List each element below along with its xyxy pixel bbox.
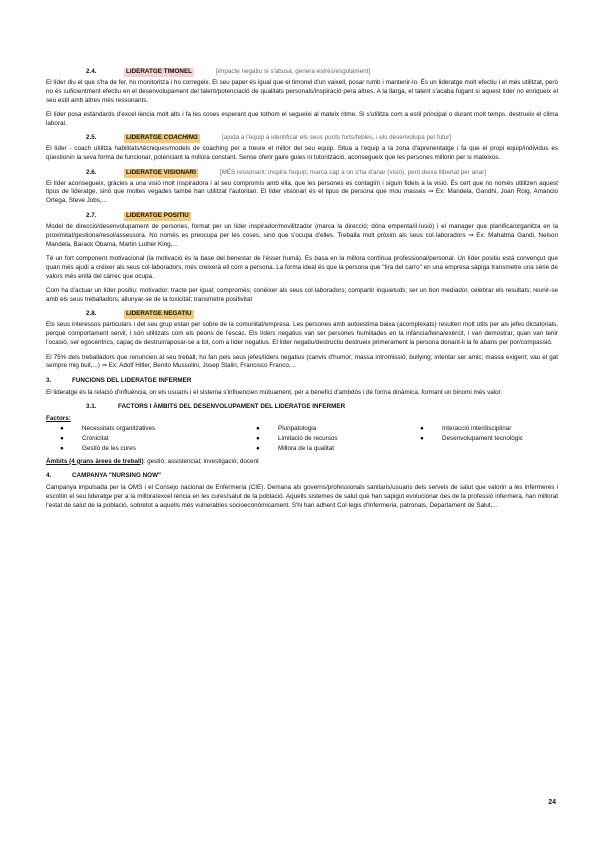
list-item: ● Limitació de recursos xyxy=(256,434,338,442)
list-item: ● Necessitats organitzatives xyxy=(60,425,156,432)
paragraph: Campanya impulsada per la OMS i el Consejo nacional de Enfermería (CIE). Demana als governs/professionals sanitaris/usuaris dels serveis de salut que valorin a les infermeres i escoltin el seu lideratge per a la millora/excel·lència en les cures/salut de la població. Aquells sistemes de salut que han sapigut evolucionar des de la professió infermera, han millorat l'estat de salut de la població, sobretot a aquells més vulnerables socioeconòmicament. S'hi han adherit Col·legis d'Infermeria, patronals, Departament de Salut,... xyxy=(46,484,558,509)
heading-3-1: 3.1. FACTORS I ÀMBITS DEL DESENVOLUPAMENT DEL LIDERATGE INFERMER xyxy=(86,403,346,411)
heading-title: LIDERATGE TIMONEL xyxy=(126,68,192,75)
list-item: ● Desenvolupament tecnològic xyxy=(420,434,523,442)
paragraph: El líder aconsegueix, gràcies a una visió molt inspiradora i al seu compromís amb ella, que les persones es contagiïn i siguin fidels a la visió. És cert que no només utilitzen aquest tipus de lideratge, sinó que moltes vegades també han utilitzat l'autoritari. El líder visionari és el tipus de persona que mou masses ⇒ Ex: Mandela, Gandhi, Joan Roig, Amancio Ortega, Steve Jobs,... xyxy=(46,179,558,205)
list-item: ● Pluripatologia xyxy=(256,425,317,432)
document-page xyxy=(46,68,558,516)
bullet-icon: ● xyxy=(256,434,260,442)
list-item: ● Gestió de les cures xyxy=(60,444,136,452)
heading-title: LIDERATGE COACHING xyxy=(126,134,198,142)
paragraph: Model de direcció/desenvolupament de persones, format per un líder inspirador/movilitzador (marca la direcció; dóna empenta/il·lusió) i el manager que planifica/organitza en la proximitat/gestiona/resol/assessora. No només es preocupa per les coses, sinó que s'ocupa d'elles. Treballa molt pròxim als seus col·laboradors ⇒ Ex: Mahatma Gandi, Nelson Mandela, Barack Obama, Martin Luther King,... xyxy=(46,222,558,248)
bullet-icon: ● xyxy=(60,434,64,442)
paragraph: El 75% dels treballadors que renuncien al seu treball, ho fan pels seus jefes/líders negatius (canvis d'humor; massa intromissió; bullying; intentar ser amic; massa exigent; vau el gat sempre mig buit,...) ⇒ Ex: Adolf Hitler, Benito Mussolini, Josep Stalin, Francisco Franco,... xyxy=(46,353,558,370)
heading-3: 3. FUNCIONS DEL LIDERATGE INFERMER xyxy=(46,376,192,384)
paragraph: El líder - coach utilitza habilitats/tècniques/models de coaching per a treure el millor del seu equip. Situa a l'equip a la zona d'aprenentatge i fa que el propi equip/individus es qüestionin la seva forma de funcionar, potenciant la millora constant. Sense oferir gaire guies ni tutorització, aconsegueix que les persones millorin per si mateixos. xyxy=(46,145,558,162)
list-item: ● Cronicitat xyxy=(60,434,109,442)
bullet-icon: ● xyxy=(420,434,424,442)
factors-label: Factors: xyxy=(46,415,71,423)
ambits-line: Àmbits (4 grans àrees de treball): gestió; assistencial; investigació; docent xyxy=(46,457,259,465)
heading-2-5: 2.5. LIDERATGE COACHING [ajuda a l'equip a identificar els seus punts forts/febles, i els desenvolupa pel futur] xyxy=(86,134,452,142)
heading-title: LIDERATGE NEGATIU xyxy=(126,310,192,318)
heading-title: LIDERATGE POSITIU xyxy=(126,211,189,219)
paragraph: Com ha d'actuar un líder positiu: motivador; tracte per igual; compromès; conèixer als seus col·laboradors; compartir inquietuds; ser un bon mediador, celebrar els resultats; reunir-se amb els seus treballadors; allunyar-se de la toxicitat; transmetre positivitat xyxy=(46,287,558,304)
heading-2-7: 2.7. LIDERATGE POSITIU xyxy=(86,211,189,219)
heading-2-4: 2.4. LIDERATGE TIMONEL [impacte negatiu si s'abusa; genera estrès/esgotament] xyxy=(86,68,371,75)
paragraph: El líder posa estàndards d'excel·lència molt alts i fa les coses esperant que tothom el segueixi al mateix ritme. Si s'utilitza com a estil principal o durant molt temps, destrueix el clima laboral. xyxy=(46,111,558,128)
paragraph: El líder diu el que s'ha de fer, ho monitoritza i ho corregeix. El seu paper és igual que el timonel d'un vaixell, posar rumb i mantenir-lo. És un lideratge molt efectiu i el més utilitzat, però no és suficientment efectiu en el desenvolupament del talent/potenciació de qualitats personals/inspiració pera altres. A la llarga, el talent s'acaba fugant si aquest líder no enriqueix el seu estil amb altres més ressonants. xyxy=(46,78,558,104)
list-item: ● Millora de la qualitat xyxy=(256,444,335,452)
bullet-icon: ● xyxy=(256,444,260,452)
factors-list xyxy=(46,425,558,454)
bullet-icon: ● xyxy=(60,425,64,432)
bullet-icon: ● xyxy=(420,425,424,432)
heading-title: CAMPANYA "NURSING NOW" xyxy=(72,472,161,480)
heading-title: FACTORS I ÀMBITS DEL DESENVOLUPAMENT DEL LIDERATGE INFERMER xyxy=(118,403,346,411)
heading-2-6: 2.6. LIDERATGE VISIONARI [MÉS ressonant; inspira l'equip; marca cap a on s'ha d'anar (visió), però deixa llibertat per anar] xyxy=(86,168,486,176)
paragraph: El lideratge és la relació d'influència, on els usuaris i el sistema s'influencien mútuament, per a benefici d'ambdós i de forma dinàmica, formant un binomi més valor. xyxy=(46,388,503,396)
heading-title: FUNCIONS DEL LIDERATGE INFERMER xyxy=(72,376,192,384)
paragraph: Els seus interessos particulars i del seu grup estan per sobre de la comunitat/empresa. Les persones amb autoestima baixa (acomplexats) resulten molt útils per als jefes dictatorials, perquè comportament servil, i són utilitzats com els peons de l'escac. Els líders negatius van ser persones humiliades en la infància/feina/exèrcit, i van demostrar, quan van tenir l'ocasió, ser egocèntrics, capaç de destruir/aposar-se a tot, com a líder negatius. El líder negatiu/destructiu destrueix primerament la persona donant-li la fe abans per por/compassió. xyxy=(46,321,558,347)
paragraph: Té un fort component motivacional (la motivació és la base del benestar de l'ésser humà). Es basa en la millora contínua professional/personal. Un líder positiu està convençut que quan més ajudi a créixer als seus col·laboradors, més creixerà ell com a persona. La forma ideal és que la persona que "tira del carro" en una empresa sàpiga transmetre una sèrie de valors més enllà del càrrec que ocupa. xyxy=(46,254,558,280)
list-item: ● Interacció interdisciplinar xyxy=(420,425,512,432)
heading-4: 4. CAMPANYA "NURSING NOW" xyxy=(46,472,161,480)
bullet-icon: ● xyxy=(256,425,260,432)
heading-note: [MÉS ressonant; inspira l'equip; marca cap a on s'ha d'anar (visió), però deixa llibertat per anar] xyxy=(219,168,486,176)
heading-note: [impacte negatiu si s'abusa; genera estrès/esgotament] xyxy=(216,68,371,75)
heading-note: [ajuda a l'equip a identificar els seus punts forts/febles, i els desenvolupa pel futur] xyxy=(221,134,452,142)
heading-title: LIDERATGE VISIONARI xyxy=(126,168,196,176)
bullet-icon: ● xyxy=(60,444,64,452)
heading-2-8: 2.8. LIDERATGE NEGATIU xyxy=(86,310,192,318)
page-number: 24 xyxy=(548,799,556,806)
